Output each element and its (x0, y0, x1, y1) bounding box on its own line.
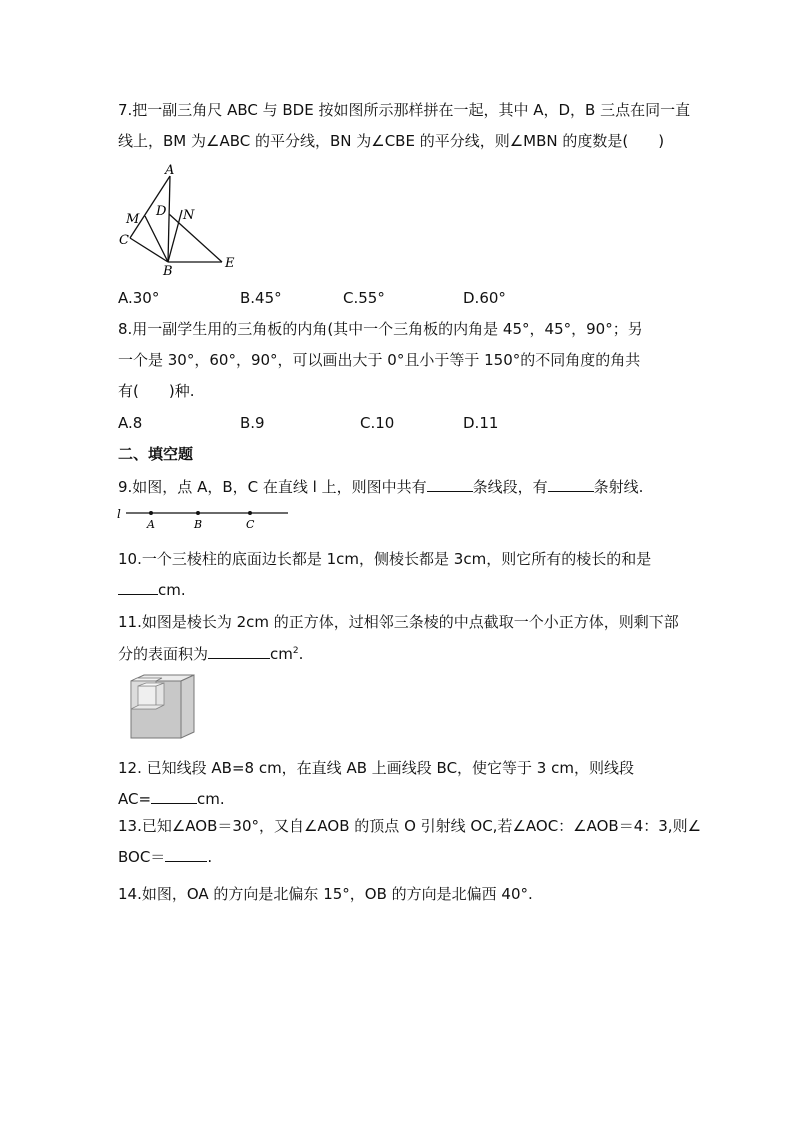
q8-option-d: D.11 (463, 414, 499, 432)
q8-option-c: C.10 (360, 414, 395, 432)
label-n: N (183, 208, 195, 223)
label-c: C (119, 233, 129, 248)
q9-line (118, 476, 643, 497)
q11-unit-exponent: 2 (292, 646, 299, 656)
q7-option-d: D.60° (463, 289, 506, 307)
q11-cube-figure (124, 674, 200, 744)
side-de (169, 214, 222, 262)
q7-option-c: C.55° (343, 289, 385, 307)
q12-line-2 (118, 788, 225, 809)
side-ab (168, 176, 170, 262)
q10-unit: cm. (158, 581, 186, 599)
q13-blank (165, 846, 207, 862)
q14-line-1: 14.如图，OA 的方向是北偏东 15°，OB 的方向是北偏西 40°. (118, 885, 533, 903)
q13-text: BOC＝ (118, 848, 166, 866)
q9-text-3: 条射线. (593, 478, 644, 496)
q12-text: AC= (118, 790, 152, 808)
q13-line-2 (118, 846, 212, 867)
label-l: l (117, 507, 121, 521)
point-b (196, 511, 200, 515)
label-b: B (163, 264, 173, 278)
q9-text-2: 条线段，有 (472, 478, 548, 496)
point-a (149, 511, 153, 515)
q7-line-2: 线上，BM 为∠ABC 的平分线，BN 为∠CBE 的平分线，则∠MBN 的度数是( ) (118, 132, 665, 150)
label-a: A (147, 518, 155, 531)
q11-period: . (298, 645, 304, 663)
q12-unit: cm. (197, 790, 225, 808)
q12-line-1: 12. 已知线段 AB=8 cm，在直线 AB 上画线段 BC，使它等于 3 cm，则线段 (118, 759, 634, 777)
q10-blank (118, 579, 158, 595)
q7-option-a: A.30° (118, 289, 160, 307)
q12-blank (151, 788, 197, 804)
q11-line-1: 11.如图是棱长为 2cm 的正方体，过相邻三条棱的中点截取一个小正方体，则剩下部 (118, 613, 679, 631)
q11-blank (208, 643, 270, 659)
q8-line-3: 有( )种. (118, 382, 195, 400)
q9-text-1: 9.如图，点 A，B，C 在直线 l 上，则图中共有 (118, 478, 427, 496)
q11-unit: cm (270, 645, 293, 663)
section-heading-fill-in: 二、填空题 (118, 445, 194, 463)
q7-option-b: B.45° (240, 289, 282, 307)
q9-line-figure (112, 502, 297, 532)
segment-bn (168, 210, 182, 262)
label-d: D (156, 204, 167, 219)
q9-blank-rays (548, 476, 594, 492)
q11-text: 分的表面积为 (118, 645, 209, 663)
q7-line-1: 7.把一副三角尺 ABC 与 BDE 按如图所示那样拼在一起，其中 A，D，B 三点在同一直 (118, 101, 691, 119)
q8-option-a: A.8 (118, 414, 143, 432)
label-c: C (246, 518, 255, 531)
q10-line-2 (118, 579, 186, 600)
q13-period: . (207, 848, 213, 866)
q7-triangle-figure (112, 158, 242, 278)
q9-blank-segments (427, 476, 473, 492)
q11-line-2 (118, 643, 303, 664)
q13-line-1: 13.已知∠AOB＝30°，又自∠AOB 的顶点 O 引射线 OC,若∠AOC：∠AOB＝4：3,则∠ (118, 817, 702, 835)
label-a: A (165, 163, 175, 178)
q8-line-2: 一个是 30°，60°，90°，可以画出大于 0°且小于等于 150°的不同角度的角共 (118, 351, 641, 369)
label-e: E (225, 256, 235, 271)
q8-line-1: 8.用一副学生用的三角板的内角(其中一个三角板的内角是 45°，45°，90°；另 (118, 320, 643, 338)
label-b: B (194, 518, 203, 531)
label-m: M (126, 212, 140, 227)
q8-option-b: B.9 (240, 414, 265, 432)
point-c (248, 511, 252, 515)
q10-line-1: 10.一个三棱柱的底面边长都是 1cm，侧棱长都是 3cm，则它所有的棱长的和是 (118, 550, 652, 568)
